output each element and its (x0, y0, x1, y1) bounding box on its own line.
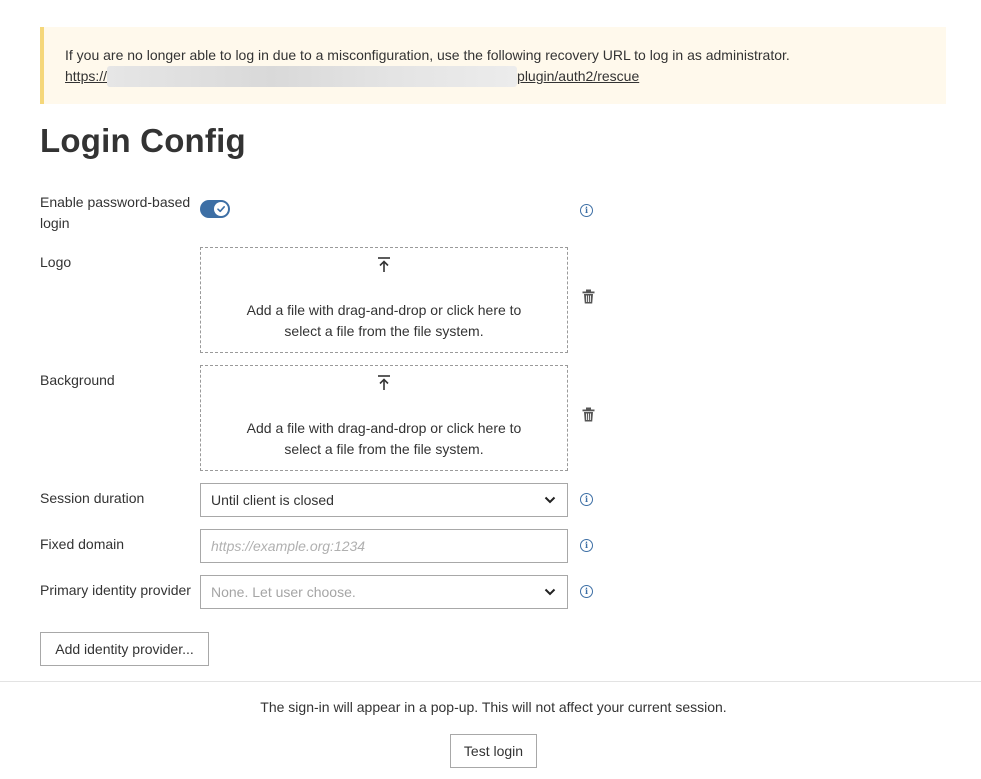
session-duration-select[interactable] (200, 483, 568, 517)
fixed-domain-field[interactable] (200, 529, 568, 563)
primary-idp-select[interactable] (200, 575, 568, 609)
password-login-label-line1: Enable password-based (40, 194, 191, 210)
password-login-label (40, 192, 190, 234)
check-icon (216, 204, 226, 214)
upload-icon (376, 256, 392, 274)
session-duration-value: Until client is closed (211, 492, 334, 508)
redacted-url-segment (107, 66, 517, 87)
info-icon[interactable]: i (580, 585, 593, 598)
password-login-label-line2: login (40, 215, 70, 231)
recovery-message: If you are no longer able to log in due to a misconfiguration, use the following recovery URL to log in as administrator. (65, 47, 790, 63)
info-icon[interactable]: i (580, 493, 593, 506)
recovery-url[interactable] (65, 66, 946, 87)
logo-dropzone-text (201, 300, 567, 342)
info-icon[interactable]: i (580, 204, 593, 217)
background-dropzone[interactable] (200, 365, 568, 471)
logo-label: Logo (40, 254, 72, 270)
logo-dropzone[interactable] (200, 247, 568, 353)
primary-idp-label: Primary identity provider (40, 582, 191, 598)
password-login-toggle[interactable] (200, 200, 230, 218)
recovery-url-prefix[interactable]: https:// (65, 68, 108, 84)
page-title: Login Config (40, 122, 246, 159)
fixed-domain-input[interactable] (211, 538, 557, 554)
background-dropzone-line1: Add a file with drag-and-drop or click here to (246, 420, 522, 436)
footer-note: The sign-in will appear in a pop-up. This will not affect your current session. (260, 699, 727, 715)
session-duration-label: Session duration (40, 490, 145, 506)
background-dropzone-text (201, 418, 567, 460)
trash-icon[interactable] (582, 289, 595, 304)
primary-idp-placeholder: None. Let user choose. (211, 584, 356, 600)
trash-icon[interactable] (582, 407, 595, 422)
chevron-down-icon (544, 495, 556, 505)
test-login-button[interactable]: Test login (450, 734, 537, 768)
footer-divider (0, 681, 981, 682)
logo-dropzone-line2: select a file from the file system. (284, 323, 484, 339)
background-label: Background (40, 372, 115, 388)
recovery-banner (40, 27, 946, 104)
fixed-domain-label: Fixed domain (40, 536, 125, 552)
background-dropzone-line2: select a file from the file system. (284, 441, 484, 457)
upload-icon (376, 374, 392, 392)
add-identity-provider-button[interactable]: Add identity provider... (40, 632, 209, 666)
chevron-down-icon (544, 587, 556, 597)
logo-dropzone-line1: Add a file with drag-and-drop or click here to (246, 302, 522, 318)
toggle-knob (214, 202, 228, 216)
info-icon[interactable]: i (580, 539, 593, 552)
recovery-url-suffix[interactable]: plugin/auth2/rescue (517, 68, 640, 84)
